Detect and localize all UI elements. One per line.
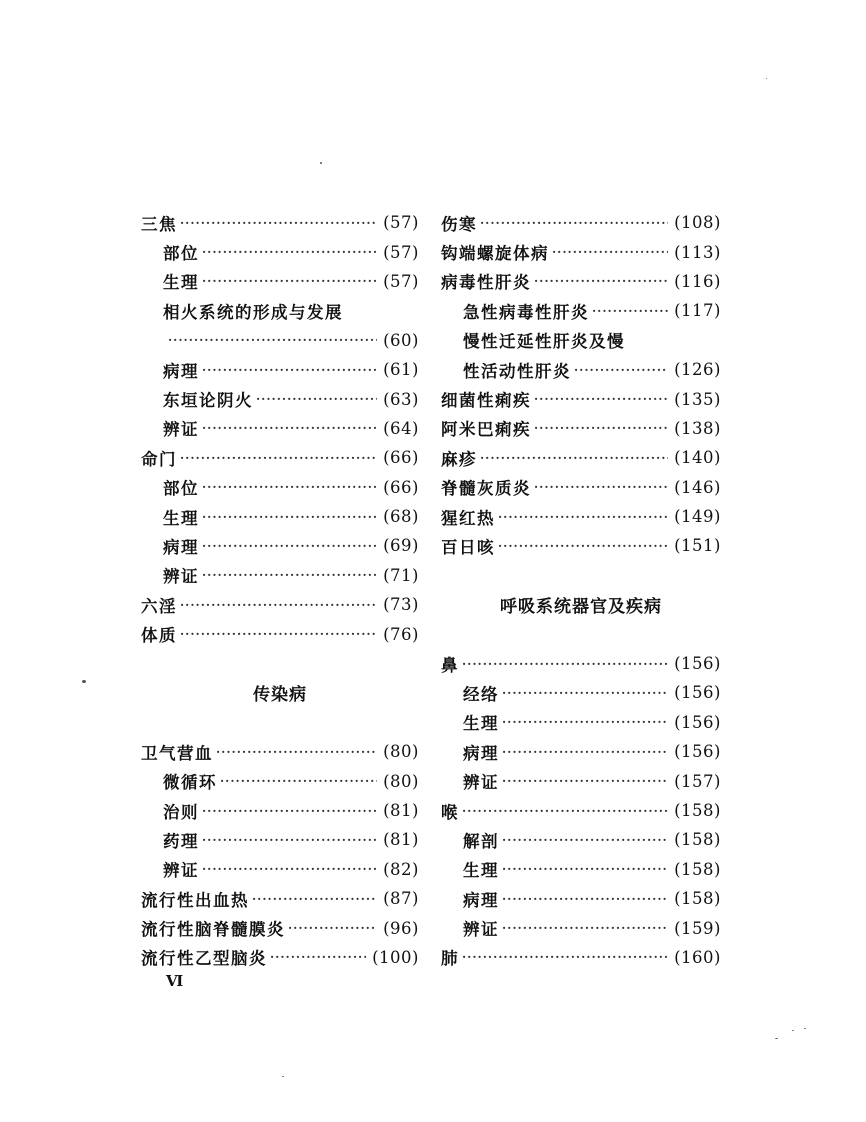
entry-title: 病理 bbox=[463, 743, 499, 763]
entry-page-number: (159) bbox=[674, 918, 721, 938]
dot-leader bbox=[202, 834, 377, 846]
entry-title: 流行性脑脊髓膜炎 bbox=[141, 920, 285, 940]
dot-leader bbox=[202, 569, 377, 581]
entry-page-number: (138) bbox=[674, 418, 721, 438]
entry-title: 命门 bbox=[141, 449, 177, 469]
entry-title: 百日咳 bbox=[441, 537, 495, 557]
toc-entry[interactable] bbox=[141, 443, 419, 472]
entry-page-number: (108) bbox=[674, 213, 721, 233]
toc-subentry[interactable] bbox=[141, 796, 419, 825]
toc-subentry[interactable] bbox=[441, 737, 721, 766]
dot-leader bbox=[202, 246, 377, 258]
toc-subentry[interactable] bbox=[141, 825, 419, 854]
toc-subentry[interactable] bbox=[141, 473, 419, 502]
dot-leader bbox=[534, 393, 668, 405]
section-heading: 传染病 bbox=[253, 685, 307, 706]
toc-right-column bbox=[441, 208, 721, 972]
entry-page-number: (80) bbox=[383, 771, 419, 791]
scan-speck bbox=[766, 78, 767, 79]
toc-subentry[interactable] bbox=[141, 355, 419, 384]
dot-leader bbox=[502, 775, 668, 787]
toc-subentry[interactable] bbox=[141, 414, 419, 443]
entry-page-number: (60) bbox=[383, 330, 419, 350]
dot-leader bbox=[202, 481, 377, 493]
dot-leader bbox=[180, 452, 377, 464]
entry-title: 六淫 bbox=[141, 596, 177, 616]
toc-subentry[interactable] bbox=[441, 678, 721, 707]
toc-subentry[interactable] bbox=[441, 296, 721, 325]
entry-title: 生理 bbox=[163, 273, 199, 293]
dot-leader bbox=[480, 452, 668, 464]
dot-leader bbox=[168, 334, 377, 346]
entry-title: 鼻 bbox=[441, 655, 459, 675]
entry-title: 辨证 bbox=[463, 773, 499, 793]
entry-page-number: (116) bbox=[674, 271, 721, 291]
entry-title: 微循环 bbox=[163, 773, 217, 793]
entry-title: 喉 bbox=[441, 802, 459, 822]
entry-page-number: (63) bbox=[383, 389, 419, 409]
entry-page-number: (149) bbox=[674, 507, 721, 527]
scan-speck bbox=[282, 1076, 284, 1077]
entry-page-number: (160) bbox=[674, 947, 721, 967]
dot-leader bbox=[462, 658, 668, 670]
entry-page-number: (66) bbox=[383, 448, 419, 468]
entry-title: 生理 bbox=[163, 508, 199, 528]
entry-page-number: (156) bbox=[674, 712, 721, 732]
scan-speck bbox=[320, 162, 322, 164]
toc-entry[interactable] bbox=[441, 502, 721, 531]
entry-title: 猩红热 bbox=[441, 508, 495, 528]
entry-page-number: (64) bbox=[383, 418, 419, 438]
toc-subentry[interactable] bbox=[141, 561, 419, 590]
entry-page-number: (156) bbox=[674, 742, 721, 762]
entry-title: 病理 bbox=[463, 890, 499, 910]
toc-entry[interactable] bbox=[141, 590, 419, 619]
entry-title: 性活动性肝炎 bbox=[463, 361, 571, 381]
dot-leader bbox=[502, 922, 668, 934]
toc-subentry[interactable] bbox=[141, 531, 419, 560]
dot-leader bbox=[534, 422, 668, 434]
scan-speck bbox=[804, 1028, 806, 1029]
entry-title: 药理 bbox=[163, 831, 199, 851]
entry-title: 卫气营血 bbox=[141, 743, 213, 763]
dot-leader bbox=[216, 746, 377, 758]
entry-title: 病毒性肝炎 bbox=[441, 273, 531, 293]
entry-title: 东垣论阴火 bbox=[163, 391, 253, 411]
toc-entry[interactable] bbox=[441, 796, 721, 825]
entry-title: 辨证 bbox=[163, 861, 199, 881]
entry-page-number: (113) bbox=[674, 242, 721, 262]
toc-entry[interactable] bbox=[441, 531, 721, 560]
toc-subentry[interactable] bbox=[441, 326, 721, 355]
entry-page-number: (135) bbox=[674, 389, 721, 409]
dot-leader bbox=[256, 393, 377, 405]
section-gap bbox=[141, 708, 419, 737]
toc-subentry[interactable] bbox=[141, 855, 419, 884]
toc-entry[interactable] bbox=[441, 443, 721, 472]
dot-leader bbox=[502, 863, 668, 875]
entry-page-number: (151) bbox=[674, 536, 721, 556]
entry-page-number: (100) bbox=[372, 947, 419, 967]
entry-title: 病理 bbox=[163, 361, 199, 381]
entry-page-number: (82) bbox=[383, 859, 419, 879]
toc-subentry[interactable] bbox=[141, 766, 419, 795]
toc-subentry[interactable] bbox=[441, 708, 721, 737]
toc-entry[interactable] bbox=[141, 619, 419, 648]
dot-leader bbox=[498, 511, 668, 523]
toc-entry[interactable] bbox=[141, 884, 419, 913]
dot-leader bbox=[498, 540, 668, 552]
entry-title: 急性病毒性肝炎 bbox=[463, 302, 589, 322]
dot-leader bbox=[180, 217, 377, 229]
toc-entry[interactable] bbox=[141, 943, 419, 972]
toc-subentry[interactable] bbox=[141, 296, 419, 325]
entry-page-number: (87) bbox=[383, 889, 419, 909]
entry-page-number: (158) bbox=[674, 889, 721, 909]
dot-leader bbox=[480, 217, 668, 229]
toc-entry[interactable] bbox=[441, 649, 721, 678]
entry-page-number: (158) bbox=[674, 830, 721, 850]
entry-page-number: (76) bbox=[383, 624, 419, 644]
entry-title: 钩端螺旋体病 bbox=[441, 244, 549, 264]
toc-subentry[interactable] bbox=[441, 825, 721, 854]
toc-entry[interactable] bbox=[441, 237, 721, 266]
dot-leader bbox=[462, 805, 668, 817]
page-number: Ⅵ bbox=[166, 972, 184, 990]
entry-title: 解剖 bbox=[463, 831, 499, 851]
toc-subentry[interactable] bbox=[441, 355, 721, 384]
dot-leader bbox=[252, 893, 377, 905]
entry-page-number: (71) bbox=[383, 565, 419, 585]
entry-title: 三焦 bbox=[141, 214, 177, 234]
entry-page-number: (158) bbox=[674, 801, 721, 820]
toc-subentry[interactable] bbox=[441, 766, 721, 795]
dot-leader bbox=[534, 481, 668, 493]
dot-leader bbox=[270, 951, 366, 963]
entry-title: 部位 bbox=[163, 244, 199, 264]
entry-title: 生理 bbox=[463, 861, 499, 881]
entry-title: 流行性乙型脑炎 bbox=[141, 949, 267, 969]
entry-title: 病理 bbox=[163, 537, 199, 557]
dot-leader bbox=[534, 275, 668, 287]
dot-leader bbox=[180, 628, 377, 640]
entry-title: 细菌性痢疾 bbox=[441, 391, 531, 411]
entry-title: 辨证 bbox=[163, 567, 199, 587]
toc-entry[interactable] bbox=[441, 267, 721, 296]
toc-subentry[interactable] bbox=[141, 384, 419, 413]
entry-page-number: (96) bbox=[383, 918, 419, 938]
dot-leader bbox=[202, 805, 377, 817]
scan-speck bbox=[792, 1030, 794, 1031]
entry-page-number: (156) bbox=[674, 683, 721, 703]
dot-leader bbox=[202, 540, 377, 552]
entry-page-number: (68) bbox=[383, 507, 419, 527]
dot-leader bbox=[502, 893, 668, 905]
entry-title: 部位 bbox=[163, 479, 199, 499]
scan-speck bbox=[775, 1038, 778, 1039]
entry-page-number: (81) bbox=[383, 830, 419, 850]
entry-title: 体质 bbox=[141, 626, 177, 646]
dot-leader bbox=[592, 305, 668, 317]
dot-leader bbox=[574, 364, 668, 376]
dot-leader bbox=[502, 746, 668, 758]
entry-title: 治则 bbox=[163, 802, 199, 822]
dot-leader bbox=[220, 775, 377, 787]
entry-page-number: (140) bbox=[674, 448, 721, 468]
toc-entry[interactable] bbox=[141, 737, 419, 766]
dot-leader bbox=[552, 246, 668, 258]
entry-title: 慢性迁延性肝炎及慢 bbox=[463, 332, 625, 352]
entry-title: 相火系统的形成与发展 bbox=[163, 302, 343, 322]
entry-title: 麻疹 bbox=[441, 449, 477, 469]
toc-subentry[interactable] bbox=[141, 267, 419, 296]
entry-page-number: (146) bbox=[674, 477, 721, 497]
entry-page-number: (57) bbox=[383, 242, 419, 262]
entry-page-number: (156) bbox=[674, 654, 721, 674]
entry-title: 辨证 bbox=[163, 420, 199, 440]
dot-leader bbox=[202, 863, 377, 875]
toc-entry[interactable] bbox=[441, 943, 721, 972]
entry-page-number: (73) bbox=[383, 595, 419, 615]
entry-page-number: (126) bbox=[674, 360, 721, 380]
toc-left-column bbox=[141, 208, 419, 972]
section-gap bbox=[141, 649, 419, 678]
dot-leader bbox=[502, 834, 668, 846]
dot-leader bbox=[288, 922, 377, 934]
toc-entry[interactable] bbox=[441, 208, 721, 237]
toc-subentry[interactable] bbox=[441, 884, 721, 913]
toc-subentry[interactable] bbox=[141, 502, 419, 531]
dot-leader bbox=[202, 364, 377, 376]
dot-leader bbox=[502, 716, 668, 728]
toc-subentry[interactable] bbox=[441, 855, 721, 884]
entry-page-number: (117) bbox=[674, 301, 721, 321]
toc-entry[interactable] bbox=[441, 384, 721, 413]
entry-title: 经络 bbox=[463, 684, 499, 704]
toc-entry[interactable] bbox=[141, 208, 419, 237]
entry-page-number: (57) bbox=[383, 213, 419, 233]
entry-title: 脊髓灰质炎 bbox=[441, 479, 531, 499]
dot-leader bbox=[180, 599, 377, 611]
section-gap bbox=[441, 619, 721, 648]
entry-page-number: (69) bbox=[383, 536, 419, 556]
toc-entry[interactable] bbox=[141, 913, 419, 942]
dot-leader bbox=[202, 511, 377, 523]
entry-title: 辨证 bbox=[463, 920, 499, 940]
dot-leader bbox=[202, 275, 377, 287]
section-heading: 呼吸系统器官及疾病 bbox=[500, 597, 662, 618]
entry-title: 肺 bbox=[441, 949, 459, 969]
section-gap bbox=[441, 561, 721, 590]
entry-page-number: (158) bbox=[674, 859, 721, 879]
entry-title: 流行性出血热 bbox=[141, 890, 249, 910]
dot-leader bbox=[502, 687, 668, 699]
toc-entry[interactable] bbox=[441, 473, 721, 502]
entry-page-number: (80) bbox=[383, 742, 419, 762]
toc-entry[interactable] bbox=[441, 414, 721, 443]
entry-title: 伤寒 bbox=[441, 214, 477, 234]
entry-page-number: (66) bbox=[383, 477, 419, 497]
toc-subentry[interactable] bbox=[441, 913, 721, 942]
entry-page-number: (81) bbox=[383, 801, 419, 820]
entry-page-number: (57) bbox=[383, 271, 419, 291]
entry-page-number: (61) bbox=[383, 360, 419, 380]
entry-title: 生理 bbox=[463, 714, 499, 734]
entry-page-number: (157) bbox=[674, 771, 721, 791]
entry-title: 阿米巴痢疾 bbox=[441, 420, 531, 440]
toc-subentry[interactable] bbox=[141, 237, 419, 266]
dot-leader bbox=[202, 422, 377, 434]
dot-leader bbox=[462, 951, 668, 963]
toc-subentry[interactable] bbox=[141, 326, 419, 355]
scan-speck bbox=[82, 680, 86, 683]
